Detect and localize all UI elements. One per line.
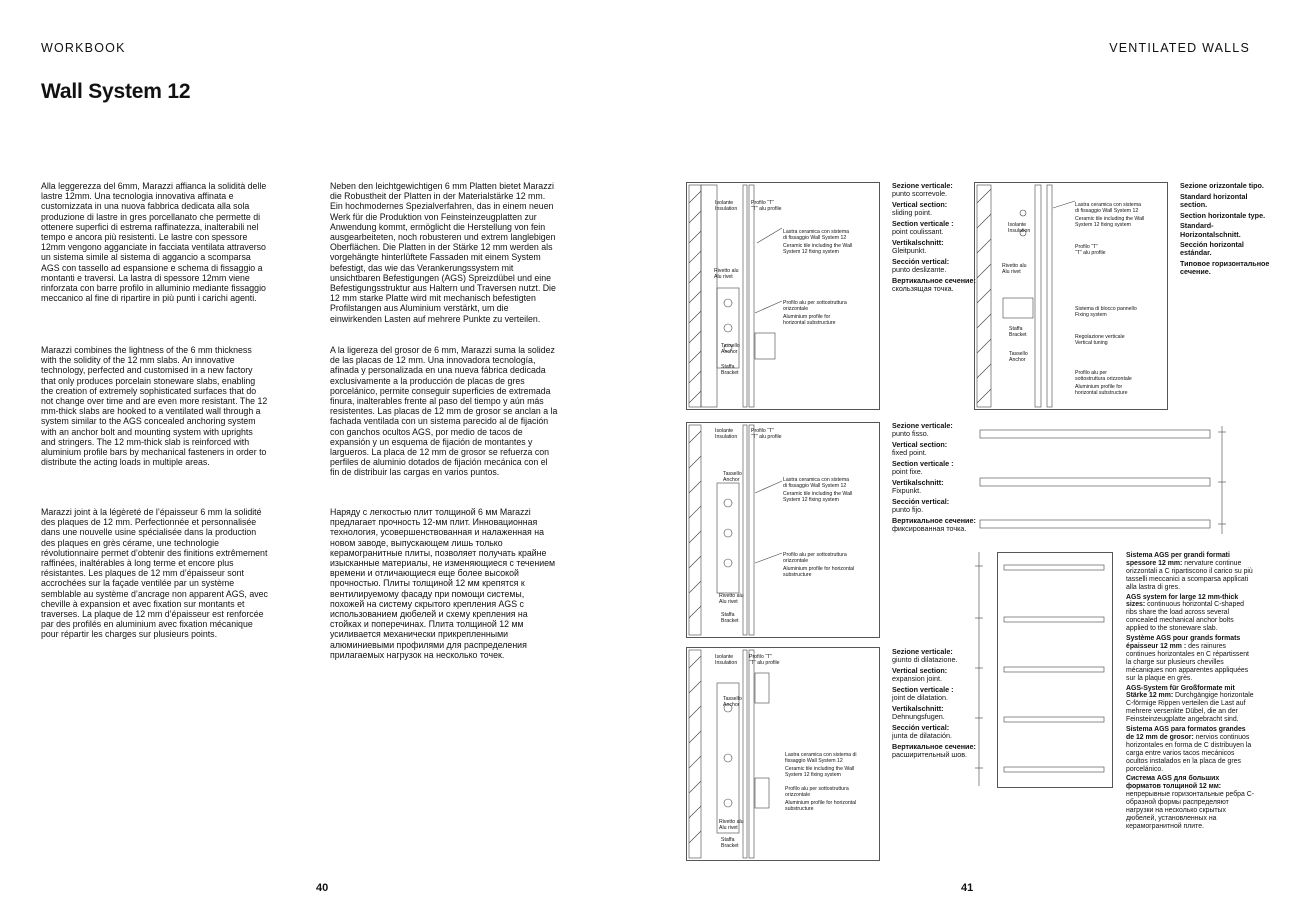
page-number-left: 40 <box>316 882 329 894</box>
drawing-sliding-point <box>686 182 880 410</box>
ags-head-0: Sistema AGS per grandi formati spessore 12 mm: <box>1126 552 1230 567</box>
paragraph-es: A la ligereza del grosor de 6 mm, Marazzi suma la solidez de las placas de 12 mm. Una innovadora tecnología, afinada y personalizada en una nueva fábrica dedicada exclusivamente a la producción de placas de gres porcelánico, permite conseguir superficies de extremada finura, inalterables frente al paso del tiempo y aún más resistentes. Las placas de 12 mm de grosor se anclan a la fachada ventilada con un sistema parecido al de fijación con ganchos ocultos AGS, por medio de tacos de expansión y un esquema de fijación de montantes y largueros. La placa de 12 mm de grosor se refuerza con perfiles de aluminio dotados de fijación mecánica con el fin de distribuir las cargas en varios puntos. <box>330 345 558 478</box>
label-bracket-3: Bracket <box>721 843 739 849</box>
ags-head-5: Система AGS для больших форматов толщиной 12 мм: <box>1126 775 1222 791</box>
label-alu-profile-2: horizontal substructure <box>783 320 836 326</box>
label-rivetto-3: Rivetto alu <box>719 819 744 825</box>
paragraph-de: Neben den leichtgewichtigen 6 mm Platten bietet Marazzi die Robustheit der Platten in der Materialstärke 12 mm. Ein hochmodernes Spezialverfahren, das in einem neuen Werk für die Produktion von Feinsteinzeugplatten zur Anwendung kommt, ermöglicht die Herstellung von fein ausgearbeiteten, noch robusteren und extrem langlebigen Oberflächen. Die Platten in der Stärke 12 mm werden als vorgehängte hinterlüftete Fassaden mit einem System befestigt, das wie das Verankerungssystem mit unsichtbaren Befestigungen (AGS) Spreizdübel und eine Befestigungsstruktur aus Haltern und Traversen nutzt. Die 12 mm starke Platte wird mit mechanisch befestigten Profilstangen aus Aluminium verstärkt, um die einwirkenden Lasten auf mehrere Punkte zu verteilen. <box>330 181 556 324</box>
sec3-text-2: joint de dilatation. <box>892 693 948 703</box>
label-regolazione: Regolazione verticale <box>1075 334 1125 340</box>
label-lastra-2b: di fissaggio Wall System 12 <box>783 483 847 489</box>
label-staffa: Staffa <box>721 364 735 370</box>
label-rivetto-4: Rivetto alu <box>1002 263 1027 269</box>
label-profilo-sotto-2: orizzontale <box>783 306 809 312</box>
ribs-drawing <box>970 422 1230 537</box>
sec4-head-2: Section horizontale type. <box>1180 210 1266 220</box>
label-substructure-b: substructure <box>783 572 812 578</box>
ags-head-4: Sistema AGS para formatos grandes de 12 mm de grosor: <box>1126 726 1246 741</box>
sec4-head-5: Типовое горизонтальное сечение. <box>1180 259 1270 277</box>
paragraph-fr: Marazzi joint à la légèreté de l’épaisseur 6 mm la solidité des plaques de 12 mm. Perfectionnée et personnalisée dans une nouvelle usine spécialisée dans la production des plaques en grès cérame, une technologie révolutionnaire permet d’obtenir des finitions extrêmement raffinées, inaltérables à long terme et encore plus résistantes. Les plaques de 12 mm d’épaisseur sont accrochées sur la façade ventilée par un système semblable au système d’ancrage non apparent AGS, avec cheville à expansion et avec fixation sur montants et traverses. La plaque de 12 mm d’épaisseur est renforcée par des profilés en aluminium avec fixation mécanique pour répartir les charges sur plusieurs points. <box>41 507 268 640</box>
paragraph-ru: Наряду с легкостью плит толщиной 6 мм Marazzi предлагает прочность 12-мм плит. Инновационная технология, усовершенствованная и налаженная на новом заводе, выпускающем лишь только керамогранитные плиты, позволяет получать крайне изысканные материалы, не изменяющиеся с течением времени и отличающиеся еще более высокой прочностью. Плиты толщиной 12 мм крепятся к вентилируемому фасаду при помощи системы, похожей на систему скрытого крепления AGS с использованием дюбелей и схему крепления на стойках и поперечинах. Плита толщиной 12 мм усиливается механически прикрепленными алюминиевыми профилями для распределения прилагаемых нагрузок на несколько точек. <box>330 507 556 660</box>
sec2-head-2: Section verticale : <box>892 458 954 468</box>
sec1-text-5: скользящая точка. <box>892 283 954 293</box>
label-alu-rivet: Alu rivet <box>714 274 733 280</box>
label-vertical-tuning: Vertical tuning <box>1075 340 1108 346</box>
label-alu-profile-1d: Aluminium profile for <box>1075 384 1123 390</box>
label-anchor-2: Anchor <box>723 477 740 483</box>
text-column-2 <box>330 181 558 324</box>
label-profilo-sotto-2b: orizzontale <box>783 558 809 564</box>
text-column-1 <box>41 181 269 303</box>
label-isolante-3: Isolante <box>715 654 734 660</box>
label-substructure-c: substructure <box>785 806 814 812</box>
label-alu-rivet-3: Alu rivet <box>719 825 738 831</box>
sec2-text-4: punto fijo. <box>892 504 924 514</box>
sec4-head-1: Standard horizontal section. <box>1180 191 1248 209</box>
label-bracket-2: Bracket <box>721 618 739 624</box>
label-tassello-3: Tassello <box>723 696 742 702</box>
sec2-head-4: Sección vertical: <box>892 496 950 506</box>
label-alu-rivet-2: Alu rivet <box>719 599 738 605</box>
label-ceramic-1d: Ceramic tile including the Wall <box>1075 216 1145 222</box>
text-column-1b <box>41 345 269 467</box>
label-profilo-sotto-1c: Profilo alu per sottostruttura <box>785 786 849 792</box>
label-ceramic-2: System 12 fixing system <box>783 249 839 255</box>
sec2-text-1: fixed point. <box>892 448 927 458</box>
drawing-horizontal-section <box>974 182 1168 410</box>
sec4-head-4: Sección horizontal estándar. <box>1180 240 1244 258</box>
ags-text-0: nervature continue orizzontali a C ripartiscono il carico su più tasselli meccanici a scomparsa applicati alla lastra di gres. <box>1126 559 1253 591</box>
ags-text-3: Durchgängige horizontale C-förmige Rippen verteilen die Last auf mehrere versenkte Dübel, die an der Feinsteinzeugplatte angebracht sind. <box>1126 692 1254 724</box>
sec2-head-5: Вертикальное сечение: <box>892 515 976 525</box>
label-profilo-t-2: Profilo “T” <box>751 428 774 434</box>
sec2-head-0: Sezione verticale: <box>892 421 953 430</box>
ags-text-2: des rainures continues horizontales en C répartissent la charge sur plusieurs chevilles mécaniques non apparentes appliquées sur la plaque en grès. <box>1126 642 1249 682</box>
ags-text-5: непрерывные горизонтальные ребра С-образной формы распределяют нагрузки на несколько скрытых дюбелей, установленных на керамогранитной плите. <box>1126 791 1254 830</box>
caption-sliding-point <box>892 182 984 295</box>
label-t-alu: “T” alu profile <box>751 206 782 212</box>
label-alu-profile-onec: Aluminium profile for horizontal <box>785 800 857 806</box>
ags-text-4: nervios continuos horizontales en forma de C distribuyen la carga entre varios tacos mecánicos ocultos instalados en la placa de gres porcelánico. <box>1126 733 1252 773</box>
sec1-head-2: Section verticale : <box>892 218 954 228</box>
label-alu-rivet-4: Alu rivet <box>1002 269 1021 275</box>
label-ceramic-1c: Ceramic tile including the Wall <box>785 766 855 772</box>
sec1-text-0: punto scorrevole. <box>892 189 948 199</box>
ags-head-3: AGS-System für Großformate mit Stärke 12 mm: <box>1126 684 1235 700</box>
label-tassello: Tassello <box>721 343 740 349</box>
label-profilo-t: Profilo “T” <box>751 200 774 206</box>
label-ceramic-2d: System 12 fixing system <box>1075 222 1131 228</box>
label-fissaggio-ws: fissaggio Wall System 12 <box>785 758 843 764</box>
elevation-drawing <box>998 553 1112 787</box>
label-profilo-t-3: Profilo “T” <box>749 654 772 660</box>
sec2-text-3: Fixpunkt. <box>892 485 922 495</box>
label-ceramic-2b: System 12 fixing system <box>783 497 839 503</box>
sec1-head-0: Sezione verticale: <box>892 181 953 190</box>
paragraph-en: Marazzi combines the lightness of the 6 mm thickness with the solidity of the 12 mm slabs. An innovative technology, perfected and customised in a new factory that only produces porcelain stoneware slabs, enabling the creation of extremely sophisticated surfaces that do not change over time and are even more resistant. The 12 mm-thick slabs are hooked to a ventilated wall through a system similar to the AGS concealed anchoring system with an anchor bolt and mounting system with uprights and stringers. The 12 mm-thick slab is reinforced with aluminium profile bars by mechanical fasteners in order to distribute the acting loads in multiple areas. <box>41 345 268 468</box>
label-isolante: Isolante <box>715 200 734 206</box>
sec4-head-3: Standard-Horizontalschnitt. <box>1180 221 1241 239</box>
sec3-text-4: junta de dilatación. <box>892 730 952 740</box>
sec1-head-4: Sección vertical: <box>892 256 950 266</box>
label-rivetto: Rivetto alu <box>714 268 739 274</box>
caption-fixed-point <box>892 422 984 535</box>
sec3-head-4: Sección vertical: <box>892 722 950 732</box>
page-title: Wall System 12 <box>41 80 191 103</box>
sec4-head-0: Sezione orizzontale tipo. <box>1180 181 1264 190</box>
sec3-text-1: expansion joint. <box>892 674 942 684</box>
sec3-text-5: расширительный шов. <box>892 749 968 759</box>
text-column-2c <box>330 507 558 660</box>
section-drawing-2 <box>687 423 879 637</box>
label-t-alu-4: “T” alu profile <box>1075 250 1106 256</box>
sec1-text-3: Gleitpunkt. <box>892 245 927 255</box>
ags-head-2: Système AGS pour grands formats épaisseur 12 mm : <box>1126 635 1241 650</box>
sec2-text-5: фиксированная точка. <box>892 523 967 533</box>
label-fixing-system: Fixing system <box>1075 312 1107 318</box>
label-lastra-1b: Lastra ceramica con sistema <box>783 477 850 483</box>
label-staffa-4: Staffa <box>1009 326 1023 332</box>
sec2-text-2: point fixe. <box>892 467 923 477</box>
label-sistema-blocco: Sistema di blocco pannello <box>1075 306 1137 312</box>
label-alu-profile-oneb: Aluminium profile for horizontal <box>783 566 855 572</box>
caption-expansion-joint <box>892 648 984 761</box>
label-insulation-2: Insulation <box>715 434 738 440</box>
sec2-text-0: punto fisso. <box>892 429 929 439</box>
drawing-elevation <box>997 552 1113 788</box>
text-column-1c <box>41 507 269 640</box>
label-lastra-2: di fissaggio Wall System 12 <box>783 235 847 241</box>
label-tassello-2: Tassello <box>723 471 742 477</box>
sec3-head-2: Section verticale : <box>892 684 954 694</box>
label-profilo-sotto-2c: orizzontale <box>785 792 811 798</box>
sec3-text-3: Dehnungsfugen. <box>892 711 945 721</box>
label-profilo-per: Profilo alu per <box>1075 370 1108 376</box>
sec2-head-1: Vertical section: <box>892 439 948 449</box>
label-ceramic-2c: System 12 fixing system <box>785 772 841 778</box>
page-number-right: 41 <box>961 882 974 894</box>
label-t-alu-2: “T” alu profile <box>751 434 782 440</box>
label-lastra-di: Lastra ceramica con sistema di <box>785 752 857 758</box>
paragraph-it: Alla leggerezza del 6mm, Marazzi affianca la solidità delle lastre 12mm. Una tecnologia innovativa affinata e customizzata in una nuova fabbrica dedicata alla sola produzione di lastre in gres porcellanato che permette di ottenere superfici di estrema raffinatezza, inalterabili nel tempo e ancora più resistenti. Le lastre con spessore 12mm vengono agganciate in facciata ventilata attraverso un sistema simile al sistema di aggancio a scomparsa AGS con tassello ad espansione e schema di fissaggio a montanti e traversi. La lastra di spessore 12mm viene rinforzata con barre profilo in alluminio mediante fissaggio meccanico al fine di ripartire in più punti i carichi agenti. <box>41 181 267 304</box>
label-t-alu-3: “T” alu profile <box>749 660 780 666</box>
sec1-text-4: punto deslizante. <box>892 264 947 274</box>
header-workbook: WORKBOOK <box>41 41 126 55</box>
section-drawing-1 <box>687 183 879 409</box>
label-insulation-3: Insulation <box>715 660 738 666</box>
label-profilo-t-4: Profilo “T” <box>1075 244 1098 250</box>
label-ceramic-1: Ceramic tile including the Wall <box>783 243 853 249</box>
label-anchor: Anchor <box>721 349 738 355</box>
drawing-fixed-point <box>686 422 880 638</box>
label-isolante-2: Isolante <box>715 428 734 434</box>
caption-horizontal-section <box>1180 182 1270 279</box>
drawing-expansion-joint <box>686 647 880 861</box>
caption-ags <box>1126 552 1254 833</box>
text-column-2b <box>330 345 558 478</box>
label-insulation: Insulation <box>715 206 738 212</box>
label-alu-profile-2d: horizontal substructure <box>1075 390 1128 396</box>
label-anchor-3: Anchor <box>723 702 740 708</box>
sec3-head-5: Вертикальное сечение: <box>892 741 976 751</box>
drawing-horizontal-ribs <box>970 422 1230 537</box>
label-anchor-4: Anchor <box>1009 357 1026 363</box>
sec3-head-3: Vertikalschnitt: <box>892 703 944 713</box>
label-staffa-3: Staffa <box>721 837 735 843</box>
sec3-text-0: giunto di dilatazione. <box>892 655 958 665</box>
label-bracket: Bracket <box>721 370 739 376</box>
label-tassello-4: Tassello <box>1009 351 1028 357</box>
label-ceramic-1b: Ceramic tile including the Wall <box>783 491 853 497</box>
label-lastra-1: Lastra ceramica con sistema <box>783 229 850 235</box>
label-profilo-sotto-1b: Profilo alu per sottostruttura <box>783 552 847 558</box>
label-lastra-1d: Lastra ceramica con sistema <box>1075 202 1142 208</box>
label-lastra-2d: di fissaggio Wall System 12 <box>1075 208 1139 214</box>
sec1-head-1: Vertical section: <box>892 199 948 209</box>
label-insulation-4: Insulation <box>1008 228 1031 234</box>
sec1-text-1: sliding point. <box>892 208 932 218</box>
label-rivetto-2: Rivetto alu <box>719 593 744 599</box>
label-alu-profile-1: Aluminium profile for <box>783 314 831 320</box>
label-profilo-sotto-1: Profilo alu per sottostruttura <box>783 300 847 306</box>
sec1-head-5: Вертикальное сечение: <box>892 275 976 285</box>
ags-head-1: AGS system for large 12 mm-thick sizes: <box>1126 593 1239 609</box>
label-bracket-4: Bracket <box>1009 332 1027 338</box>
sec3-head-1: Vertical section: <box>892 665 948 675</box>
sec3-head-0: Sezione verticale: <box>892 647 953 656</box>
ags-text-1: continuous horizontal C-shaped ribs share the load across several concealed mechanical anchor bolts applied to the stoneware slab. <box>1126 601 1244 633</box>
label-staffa-2: Staffa <box>721 612 735 618</box>
sec2-head-3: Vertikalschnitt: <box>892 477 944 487</box>
label-isolante-4: Isolante <box>1008 222 1027 228</box>
header-ventilated-walls: VENTILATED WALLS <box>1109 41 1250 55</box>
label-sotto-orizz: sottostruttura orizzontale <box>1075 376 1132 382</box>
sec1-text-2: point coulissant. <box>892 227 944 237</box>
sec1-head-3: Vertikalschnitt: <box>892 237 944 247</box>
